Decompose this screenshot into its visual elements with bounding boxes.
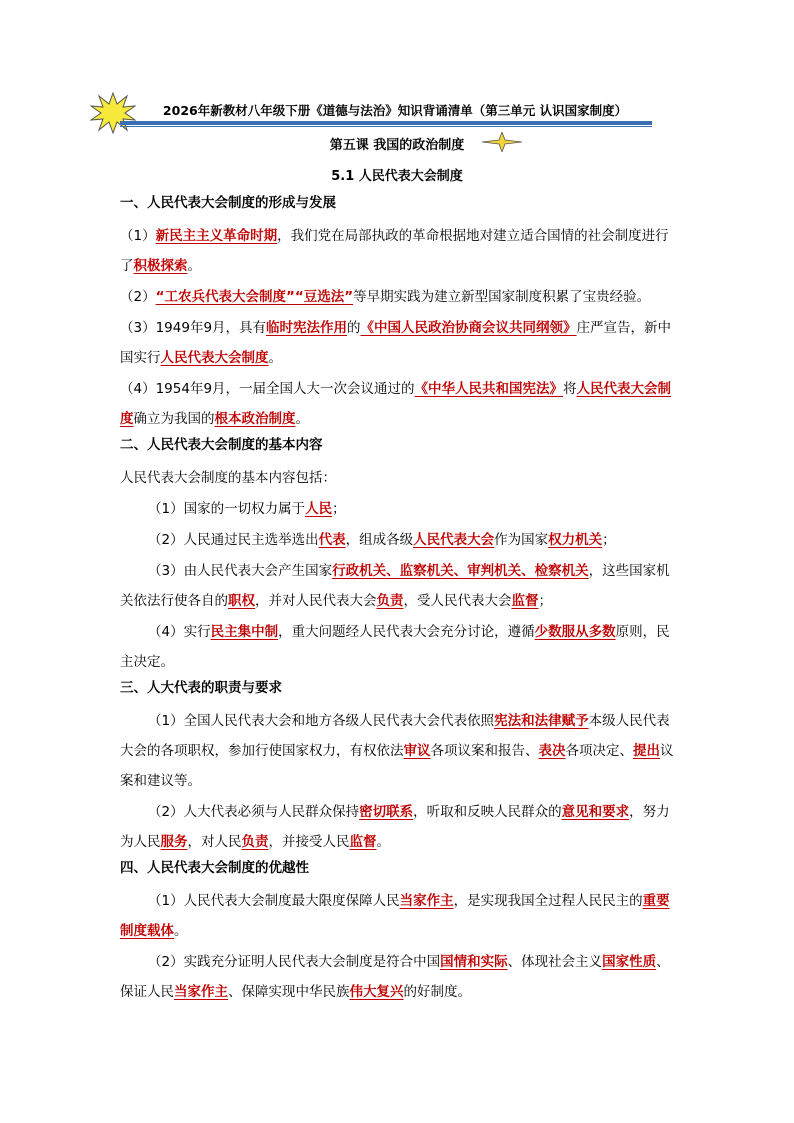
key-term: 《中国人民政治协商会议共同纲领》: [360, 320, 577, 336]
text-run: 各项决定、: [565, 743, 633, 759]
text-run: ，重大问题经人民代表大会充分讨论，遵循: [278, 624, 535, 640]
text-run: （1）人民代表大会制度最大限度保障人民: [148, 893, 400, 909]
key-term: 当家作主: [399, 893, 454, 909]
paragraph: [120, 374, 676, 434]
key-term: 积极探索: [133, 258, 188, 274]
section-heading: 三、人大代表的职责与要求: [120, 680, 282, 696]
text-run: （2）人大代表必须与人民群众保持: [148, 804, 360, 820]
text-run: （2）: [120, 289, 156, 305]
text-run: ；: [332, 501, 346, 517]
text-run: 、保证人民: [120, 954, 670, 1000]
key-term: 民主集中制: [210, 624, 279, 640]
key-term: 《中华人民共和国宪法》: [414, 381, 564, 397]
text-run: 的好制度。: [403, 984, 471, 1000]
key-term: 监督: [349, 834, 377, 850]
paragraph: [120, 797, 676, 857]
text-run: 。: [295, 411, 309, 427]
key-term: 监督: [511, 593, 539, 609]
text-run: 、体现社会主义: [507, 954, 603, 970]
paragraph: [120, 947, 676, 1007]
key-term: 表决: [538, 743, 566, 759]
section-heading: 四、人民代表大会制度的优越性: [120, 860, 309, 876]
header-rule: [120, 121, 652, 125]
key-term: 根本政治制度: [214, 411, 296, 427]
paragraph: [120, 494, 676, 524]
paragraph: [120, 313, 676, 373]
key-term: 国家性质: [602, 954, 657, 970]
four-point-star-icon: [482, 132, 522, 152]
paragraph: [120, 706, 676, 796]
text-run: 等早期实践为建立新型国家制度积累了宝贵经验。: [353, 289, 651, 305]
key-term: 服务: [160, 834, 188, 850]
text-run: 各项议案和报告、: [430, 743, 539, 759]
key-term: 重要制度载体: [120, 893, 670, 939]
key-term: 当家作主: [174, 984, 228, 1000]
text-run: 原则，民主决定。: [120, 624, 670, 670]
section-heading: 一、人民代表大会制度的形成与发展: [120, 195, 336, 211]
paragraph: [120, 282, 676, 312]
key-term: 国情和实际: [440, 954, 508, 970]
document-header: 2026年新教材八年级下册《道德与法治》知识背诵清单（第三单元 认识国家制度）: [162, 103, 628, 118]
text-run: 。: [187, 258, 201, 274]
text-run: 。: [376, 834, 390, 850]
text-run: ，组成各级: [345, 532, 414, 548]
text-run: （2）人民通过民主选举选出: [148, 532, 319, 548]
text-run: ，并接受人民: [268, 834, 350, 850]
text-run: ，努力为人民: [120, 804, 670, 850]
text-run: （4）1954年9月，一届全国人大一次会议通过的: [120, 381, 415, 397]
key-term: 负责: [241, 834, 269, 850]
key-term: 负责: [376, 593, 404, 609]
text-run: （1）: [120, 228, 156, 244]
key-term: 行政机关、监察机关、审判机关、检察机关: [332, 563, 589, 579]
text-run: （3）由人民代表大会产生国家: [148, 563, 333, 579]
text-run: ，对人民: [187, 834, 242, 850]
text-run: （4）实行: [148, 624, 211, 640]
header-rule-thin: [120, 126, 652, 127]
paragraph: [120, 525, 676, 555]
text-run: （1）全国人民代表大会和地方各级人民代表大会代表依照: [148, 713, 495, 729]
key-term: 代表: [318, 532, 346, 548]
text-run: （3）1949年9月，具有: [120, 320, 267, 336]
text-run: （2）实践充分证明人民代表大会制度是符合中国: [148, 954, 441, 970]
lesson-title: 第五课 我国的政治制度: [329, 138, 465, 153]
paragraph: [120, 617, 676, 677]
text-run: ，听取和反映人民群众的: [413, 804, 562, 820]
text-run: 的: [347, 320, 361, 336]
key-term: 人民代表大会制度: [120, 381, 672, 427]
key-term: 职权: [228, 593, 255, 609]
text-run: ，我们党在局部执政的革命根据地对建立适合国情的社会制度进行了: [120, 228, 669, 274]
key-term: 伟大复兴: [349, 984, 404, 1000]
paragraph: [120, 221, 676, 281]
key-term: 临时宪法作用: [266, 320, 348, 336]
text-run: ，并对人民代表大会: [255, 593, 377, 609]
text-run: 本级人民代表大会的各项职权，参加行使国家权力，有权依法: [120, 713, 670, 759]
text-run: ，受人民代表大会: [403, 593, 512, 609]
key-term: 宪法和法律赋予: [494, 713, 589, 729]
content-body: [120, 193, 676, 1008]
text-run: ；: [538, 593, 552, 609]
text-run: 确立为我国的: [133, 411, 215, 427]
text-run: 庄严宣告，新中国实行: [120, 320, 672, 366]
key-term: 权力机关: [548, 532, 603, 548]
starburst-decoration-icon: [90, 92, 136, 134]
text-run: 。: [174, 923, 188, 939]
text-run: ，是实现我国全过程人民民主的: [453, 893, 643, 909]
section-heading: 二、人民代表大会制度的基本内容: [120, 437, 323, 453]
text-run: ，这些国家机关依法行使各自的: [120, 563, 670, 609]
key-term: 密切联系: [359, 804, 414, 820]
text-run: 、保障实现中华民族: [228, 984, 350, 1000]
text-run: ；: [602, 532, 616, 548]
paragraph: [120, 463, 676, 493]
key-term: 提出: [633, 743, 660, 759]
text-run: 。: [268, 350, 282, 366]
key-term: “工农兵代表大会制度”“豆选法”: [155, 289, 354, 305]
paragraph: [120, 886, 676, 946]
key-term: 新民主主义革命时期: [155, 228, 278, 244]
key-term: 审议: [403, 743, 431, 759]
key-term: 少数服从多数: [534, 624, 616, 640]
text-run: 将: [563, 381, 577, 397]
section-title: 5.1 人民代表大会制度: [331, 169, 463, 184]
text-run: （1）国家的一切权力属于: [148, 501, 306, 517]
text-run: 议案和建议等。: [120, 743, 674, 789]
key-term: 人民代表大会: [413, 532, 495, 548]
key-term: 意见和要求: [561, 804, 630, 820]
key-term: 人民代表大会制度: [160, 350, 269, 366]
paragraph: [120, 556, 676, 616]
text-run: 作为国家: [494, 532, 549, 548]
text-run: 人民代表大会制度的基本内容包括：: [120, 470, 336, 486]
key-term: 人民: [305, 501, 333, 517]
